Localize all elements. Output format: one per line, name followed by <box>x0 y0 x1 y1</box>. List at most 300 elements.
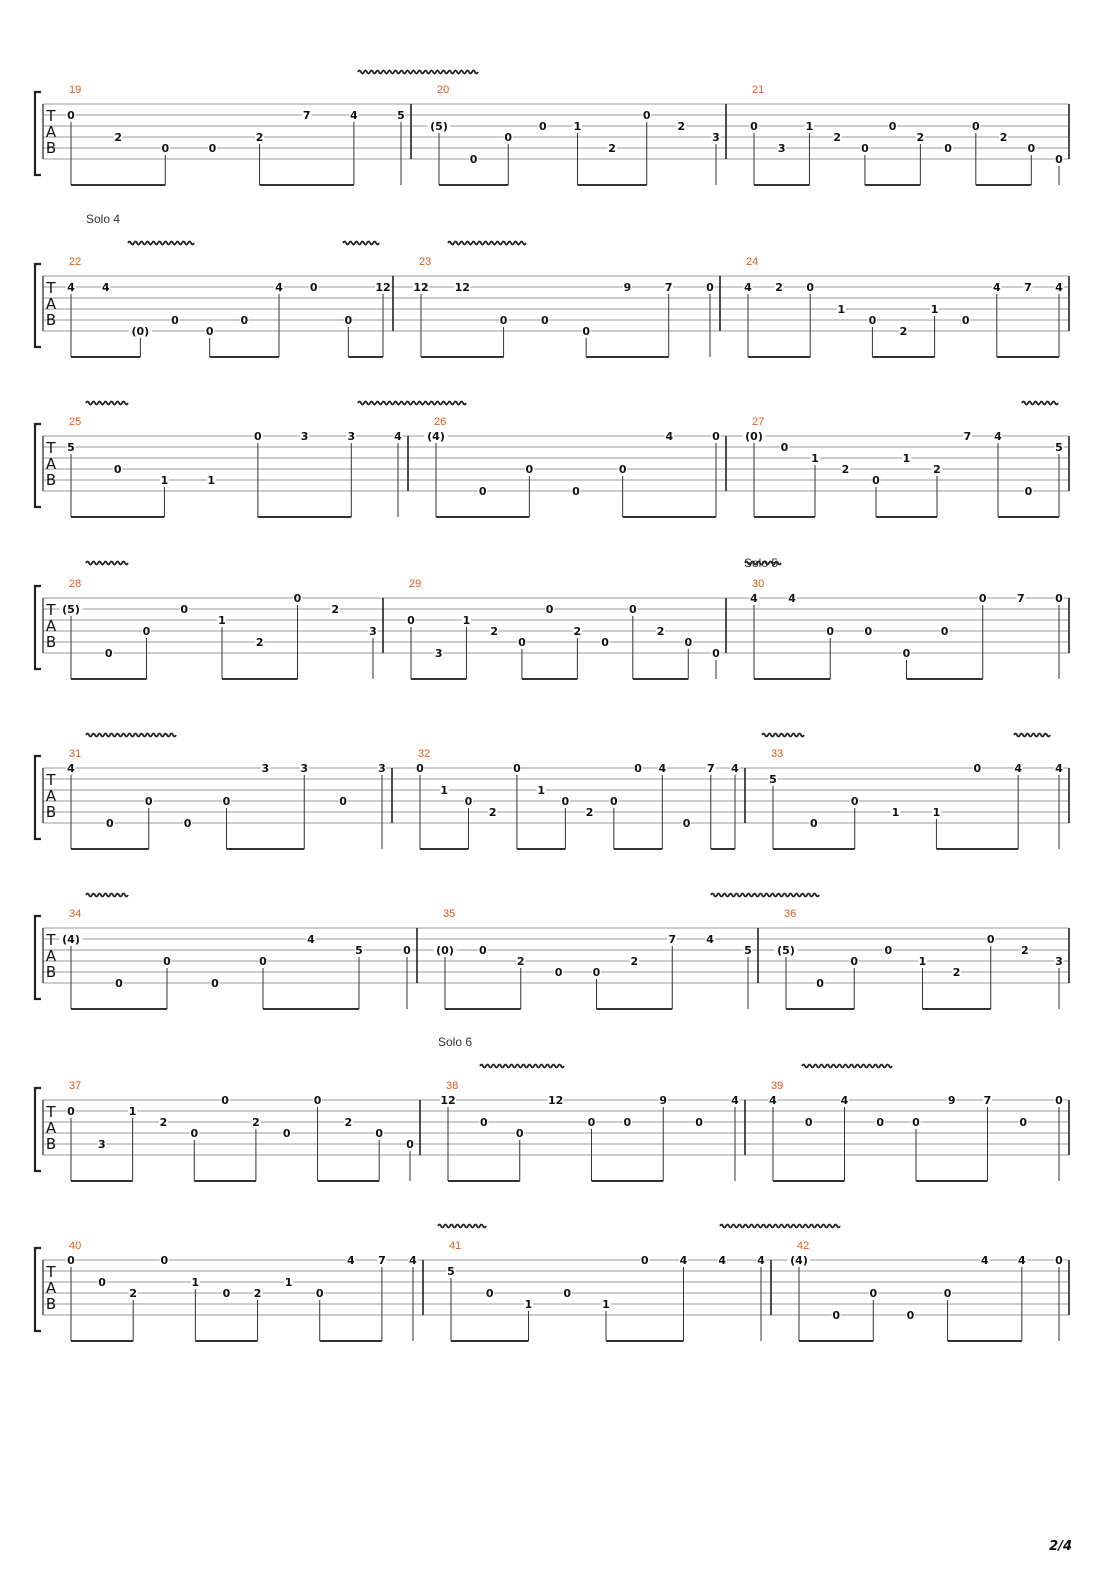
fret-number: 0 <box>67 1254 75 1267</box>
fret-number: 4 <box>1018 1254 1026 1267</box>
fret-number: 0 <box>254 430 262 443</box>
fret-number: 0 <box>142 625 151 638</box>
measure-number: 41 <box>449 1240 462 1252</box>
fret-number: 0 <box>344 314 353 327</box>
fret-number: 0 <box>525 463 534 476</box>
fret-number: 0 <box>806 281 815 294</box>
vibrato-mark <box>720 1225 840 1228</box>
fret-number: 0 <box>973 762 982 775</box>
vibrato-mark <box>711 894 819 897</box>
fret-number: 0 <box>642 109 651 122</box>
fret-number: 0 <box>628 603 637 616</box>
fret-number: 0 <box>539 120 547 133</box>
fret-number: 0 <box>572 485 580 498</box>
section-label: Solo 5 <box>744 556 779 570</box>
fret-number: 0 <box>313 1094 322 1107</box>
fret-number: 4 <box>840 1094 849 1107</box>
tab-clef-letter: T <box>46 931 56 949</box>
system-bracket <box>35 92 41 175</box>
fret-number: 0 <box>634 762 642 775</box>
tab-clef-letter: B <box>45 1295 57 1313</box>
fret-number: 0 <box>961 314 970 327</box>
fret-number: (0) <box>131 325 150 338</box>
measure-number: 42 <box>797 1240 810 1252</box>
fret-number: 0 <box>618 463 627 476</box>
measure-number: 37 <box>69 1080 82 1092</box>
fret-number: 4 <box>665 430 674 443</box>
fret-number: 4 <box>718 1254 727 1267</box>
fret-number: 12 <box>547 1094 564 1107</box>
fret-number: 0 <box>902 647 911 660</box>
tab-clef-letter: T <box>46 439 56 457</box>
vibrato-mark <box>480 1065 564 1068</box>
fret-number: 0 <box>684 636 693 649</box>
tab-clef-letter: T <box>46 601 56 619</box>
fret-number: 1 <box>218 614 226 627</box>
fret-number: 0 <box>872 474 880 487</box>
tab-clef-letter: T <box>46 771 56 789</box>
measure-number: 19 <box>69 84 82 96</box>
fret-number: 0 <box>67 1105 75 1118</box>
measure-number: 22 <box>69 256 82 268</box>
fret-number: 2 <box>331 603 340 616</box>
fret-number: 0 <box>161 142 170 155</box>
fret-number: 1 <box>902 452 911 465</box>
tab-clef-letter: T <box>46 279 56 297</box>
fret-number: 1 <box>160 474 169 487</box>
fret-number: 0 <box>869 1287 878 1300</box>
fret-number: 0 <box>832 1309 840 1322</box>
fret-number: 0 <box>986 933 995 946</box>
section-label: Solo 4 <box>86 212 121 226</box>
tab-clef-letter: T <box>46 107 56 125</box>
fret-number: 3 <box>777 142 786 155</box>
fret-number: 1 <box>191 1276 200 1289</box>
fret-number: 2 <box>677 120 686 133</box>
tab-clef-letter: B <box>45 311 57 329</box>
fret-number: 0 <box>561 795 570 808</box>
measure-number: 28 <box>69 578 82 590</box>
fret-number: 0 <box>315 1287 324 1300</box>
fret-number: 7 <box>668 933 677 946</box>
fret-number: 0 <box>712 647 720 660</box>
tab-clef-letter: B <box>45 803 57 821</box>
fret-number: 2 <box>952 966 961 979</box>
fret-number: 0 <box>485 1287 494 1300</box>
fret-number: 2 <box>344 1116 353 1129</box>
fret-number: 4 <box>346 1254 355 1267</box>
fret-number: (5) <box>430 120 448 133</box>
vibrato-mark <box>86 734 176 737</box>
tab-clef-letter: A <box>45 1119 57 1137</box>
fret-number: 4 <box>1055 281 1063 294</box>
fret-number: 0 <box>1055 1254 1063 1267</box>
fret-number: 4 <box>658 762 667 775</box>
fret-number: 4 <box>394 430 402 443</box>
vibrato-mark <box>1022 402 1058 405</box>
fret-number: 0 <box>861 142 869 155</box>
fret-number: 4 <box>67 281 75 294</box>
fret-number: 7 <box>983 1094 992 1107</box>
fret-number: 4 <box>275 281 283 294</box>
fret-number: 4 <box>994 430 1002 443</box>
fret-number: 0 <box>610 795 618 808</box>
fret-number: 2 <box>159 1116 168 1129</box>
tab-clef-letter: A <box>45 123 57 141</box>
fret-number: 7 <box>706 762 715 775</box>
fret-number: 0 <box>478 485 487 498</box>
fret-number: 0 <box>464 795 473 808</box>
fret-number: 0 <box>906 1309 915 1322</box>
fret-number: 2 <box>516 955 525 968</box>
system-bracket <box>35 1088 41 1171</box>
fret-number: (0) <box>436 944 454 957</box>
fret-number: 4 <box>350 109 358 122</box>
fret-number: 2 <box>999 131 1008 144</box>
fret-number: 2 <box>490 625 499 638</box>
fret-number: 0 <box>750 120 758 133</box>
fret-number: 1 <box>602 1298 610 1311</box>
fret-number: 3 <box>261 762 270 775</box>
vibrato-mark <box>86 894 128 897</box>
fret-number: 0 <box>163 955 171 968</box>
fret-number: 2 <box>255 131 264 144</box>
fret-number: 4 <box>769 1094 777 1107</box>
fret-number: 0 <box>513 762 521 775</box>
fret-number: 0 <box>587 1116 596 1129</box>
fret-number: 0 <box>780 441 789 454</box>
vibrato-mark <box>86 402 128 405</box>
tab-clef-letter: B <box>45 139 57 157</box>
fret-number: 0 <box>240 314 249 327</box>
fret-number: 9 <box>947 1094 956 1107</box>
measure-number: 40 <box>69 1240 82 1252</box>
fret-number: 0 <box>211 977 219 990</box>
fret-number: 3 <box>300 762 309 775</box>
fret-number: (4) <box>62 933 80 946</box>
fret-number: (4) <box>790 1254 808 1267</box>
vibrato-mark <box>343 242 379 245</box>
fret-number: 0 <box>144 795 153 808</box>
fret-number: 0 <box>480 1116 488 1129</box>
measure-number: 20 <box>437 84 450 96</box>
fret-number: 0 <box>876 1116 885 1129</box>
vibrato-mark <box>86 562 128 565</box>
tab-clef-letter: A <box>45 295 57 313</box>
fret-number: 2 <box>841 463 850 476</box>
fret-number: 7 <box>664 281 673 294</box>
tab-clef-letter: A <box>45 455 57 473</box>
fret-number: 5 <box>744 944 752 957</box>
fret-number: 0 <box>1027 142 1036 155</box>
fret-number: 1 <box>811 452 819 465</box>
fret-number: 4 <box>1055 762 1063 775</box>
vibrato-mark <box>1014 734 1050 737</box>
fret-number: 0 <box>104 647 113 660</box>
fret-number: 1 <box>891 806 900 819</box>
fret-number: 0 <box>640 1254 649 1267</box>
measure-number: 30 <box>752 578 765 590</box>
fret-number: 0 <box>190 1127 199 1140</box>
tab-clef-letter: A <box>45 947 57 965</box>
fret-number: 9 <box>659 1094 668 1107</box>
vibrato-mark <box>762 734 804 737</box>
fret-number: 3 <box>1055 955 1063 968</box>
fret-number: 4 <box>731 762 739 775</box>
system-bracket <box>35 264 41 347</box>
fret-number: 5 <box>67 441 75 454</box>
fret-number: 2 <box>630 955 639 968</box>
fret-number: 3 <box>97 1138 106 1151</box>
tab-clef-letter: B <box>45 471 57 489</box>
fret-number: 0 <box>682 817 691 830</box>
fret-number: 3 <box>369 625 377 638</box>
fret-number: 2 <box>916 131 925 144</box>
fret-number: 0 <box>406 1138 414 1151</box>
fret-number: 0 <box>515 1127 524 1140</box>
fret-number: 0 <box>504 131 513 144</box>
fret-number: 5 <box>769 773 777 786</box>
fret-number: 4 <box>679 1254 688 1267</box>
fret-number: 7 <box>1024 281 1032 294</box>
system-bracket <box>35 424 41 507</box>
vibrato-mark <box>128 242 194 245</box>
fret-number: 4 <box>409 1254 417 1267</box>
fret-number: 0 <box>160 1254 169 1267</box>
fret-number: 0 <box>601 636 609 649</box>
fret-number: 0 <box>944 142 952 155</box>
fret-number: 0 <box>816 977 824 990</box>
fret-number: 2 <box>1021 944 1029 957</box>
fret-number: 0 <box>868 314 877 327</box>
fret-number: 2 <box>129 1287 138 1300</box>
fret-number: 12 <box>454 281 470 294</box>
fret-number: 0 <box>375 1127 384 1140</box>
fret-number: 2 <box>114 131 122 144</box>
fret-number: 4 <box>706 933 714 946</box>
fret-number: 1 <box>573 120 582 133</box>
vibrato-mark <box>448 242 526 245</box>
measure-number: 27 <box>752 416 765 428</box>
fret-number: (0) <box>745 430 763 443</box>
fret-number: 0 <box>695 1116 703 1129</box>
vibrato-mark <box>438 1225 486 1228</box>
tab-clef-letter: T <box>46 1263 56 1281</box>
system-bracket <box>35 1248 41 1331</box>
fret-number: 0 <box>221 1094 229 1107</box>
fret-number: 0 <box>804 1116 813 1129</box>
fret-number: 0 <box>826 625 835 638</box>
fret-number: 1 <box>284 1276 293 1289</box>
fret-number: 0 <box>499 314 508 327</box>
fret-number: 0 <box>309 281 318 294</box>
fret-number: 2 <box>573 625 582 638</box>
fret-number: 0 <box>1024 485 1033 498</box>
measure-number: 38 <box>446 1080 459 1092</box>
fret-number: 1 <box>440 784 449 797</box>
fret-number: 0 <box>259 955 267 968</box>
fret-number: 7 <box>1017 592 1025 605</box>
fret-number: 0 <box>850 795 859 808</box>
fret-number: 0 <box>592 966 601 979</box>
fret-number: 3 <box>434 647 443 660</box>
measure-number: 36 <box>784 908 797 920</box>
vibrato-mark <box>358 71 478 74</box>
fret-number: 1 <box>932 806 941 819</box>
fret-number: 0 <box>115 977 123 990</box>
measure-number: 21 <box>752 84 765 96</box>
measure-number: 33 <box>771 748 784 760</box>
fret-number: 0 <box>106 817 114 830</box>
fret-number: 2 <box>833 131 842 144</box>
fret-number: 0 <box>1055 153 1063 166</box>
fret-number: 3 <box>712 131 720 144</box>
fret-number: 0 <box>582 325 590 338</box>
fret-number: 3 <box>378 762 386 775</box>
measure-number: 25 <box>69 416 82 428</box>
fret-number: 1 <box>462 614 471 627</box>
fret-number: 0 <box>545 603 554 616</box>
fret-number: 5 <box>1055 441 1063 454</box>
fret-number: 4 <box>67 762 75 775</box>
fret-number: 1 <box>207 474 215 487</box>
measure-number: 34 <box>69 908 82 920</box>
system-bracket <box>35 586 41 669</box>
tab-clef-letter: A <box>45 1279 57 1297</box>
fret-number: 4 <box>101 281 110 294</box>
fret-number: 0 <box>1055 1094 1063 1107</box>
fret-number: 2 <box>255 636 264 649</box>
fret-number: 1 <box>930 303 939 316</box>
fret-number: 0 <box>850 955 859 968</box>
fret-number: 1 <box>918 955 927 968</box>
fret-number: 0 <box>1055 592 1063 605</box>
fret-number: 0 <box>407 614 415 627</box>
vibrato-mark <box>358 402 466 405</box>
fret-number: 4 <box>788 592 796 605</box>
fret-number: 5 <box>397 109 405 122</box>
fret-number: 0 <box>518 636 526 649</box>
fret-number: 0 <box>183 817 192 830</box>
page-number: 2/4 <box>1049 1539 1072 1554</box>
fret-number: 0 <box>943 1287 952 1300</box>
fret-number: 7 <box>963 430 972 443</box>
fret-number: 4 <box>731 1094 739 1107</box>
fret-number: 0 <box>623 1116 632 1129</box>
fret-number: 1 <box>805 120 814 133</box>
fret-number: 0 <box>339 795 347 808</box>
fret-number: 0 <box>205 325 214 338</box>
fret-number: 0 <box>479 944 487 957</box>
fret-number: 2 <box>933 463 941 476</box>
fret-number: 0 <box>888 120 897 133</box>
fret-number: 0 <box>113 463 122 476</box>
fret-number: (4) <box>427 430 445 443</box>
fret-number: 0 <box>940 625 949 638</box>
fret-number: 12 <box>413 281 429 294</box>
measure-number: 32 <box>418 748 431 760</box>
system-bracket <box>35 916 41 999</box>
fret-number: 0 <box>282 1127 291 1140</box>
fret-number: 0 <box>293 592 302 605</box>
system-bracket <box>35 756 41 839</box>
fret-number: 4 <box>750 592 758 605</box>
fret-number: 0 <box>403 944 411 957</box>
fret-number: 1 <box>524 1298 533 1311</box>
tab-clef-letter: B <box>45 633 57 651</box>
measure-number: 31 <box>69 748 82 760</box>
tab-clef-letter: T <box>46 1103 56 1121</box>
fret-number: 9 <box>623 281 632 294</box>
fret-number: 0 <box>978 592 987 605</box>
measure-number: 29 <box>409 578 422 590</box>
fret-number: (5) <box>62 603 80 616</box>
measure-number: 35 <box>443 908 456 920</box>
fret-number: 0 <box>706 281 714 294</box>
fret-number: 4 <box>307 933 315 946</box>
fret-number: 0 <box>208 142 217 155</box>
fret-number: 1 <box>128 1105 137 1118</box>
fret-number: 1 <box>837 303 846 316</box>
fret-number: 2 <box>585 806 594 819</box>
fret-number: 0 <box>469 153 478 166</box>
fret-number: 0 <box>884 944 893 957</box>
fret-number: 2 <box>253 1287 262 1300</box>
tab-clef-letter: B <box>45 963 57 981</box>
fret-number: 3 <box>347 430 356 443</box>
fret-number: 12 <box>375 281 391 294</box>
fret-number: 3 <box>300 430 309 443</box>
fret-number: 5 <box>447 1265 455 1278</box>
fret-number: 2 <box>656 625 665 638</box>
fret-number: 0 <box>712 430 720 443</box>
fret-number: 0 <box>541 314 549 327</box>
section-label: Solo 6 <box>438 1035 473 1049</box>
fret-number: (5) <box>777 944 795 957</box>
fret-number: 0 <box>416 762 424 775</box>
tab-clef-letter: B <box>45 1135 57 1153</box>
fret-number: 0 <box>222 1287 231 1300</box>
fret-number: 0 <box>171 314 179 327</box>
fret-number: 0 <box>67 109 75 122</box>
fret-number: 12 <box>440 1094 456 1107</box>
fret-number: 5 <box>355 944 363 957</box>
fret-number: 4 <box>992 281 1001 294</box>
vibrato-mark <box>802 1065 892 1068</box>
measure-number: 23 <box>419 256 432 268</box>
fret-number: 4 <box>1014 762 1022 775</box>
fret-number: 1 <box>537 784 545 797</box>
fret-number: 0 <box>1019 1116 1028 1129</box>
fret-number: 2 <box>252 1116 260 1129</box>
measure-number: 26 <box>434 416 447 428</box>
fret-number: 0 <box>180 603 189 616</box>
fret-number: 4 <box>757 1254 765 1267</box>
fret-number: 0 <box>971 120 980 133</box>
fret-number: 2 <box>775 281 783 294</box>
fret-number: 0 <box>222 795 231 808</box>
fret-number: 0 <box>864 625 873 638</box>
tab-clef-letter: A <box>45 617 57 635</box>
fret-number: 0 <box>554 966 563 979</box>
fret-number: 7 <box>302 109 311 122</box>
fret-number: 0 <box>563 1287 572 1300</box>
tab-clef-letter: A <box>45 787 57 805</box>
measure-number: 24 <box>746 256 759 268</box>
fret-number: 7 <box>378 1254 386 1267</box>
fret-number: 2 <box>608 142 616 155</box>
fret-number: 0 <box>912 1116 920 1129</box>
